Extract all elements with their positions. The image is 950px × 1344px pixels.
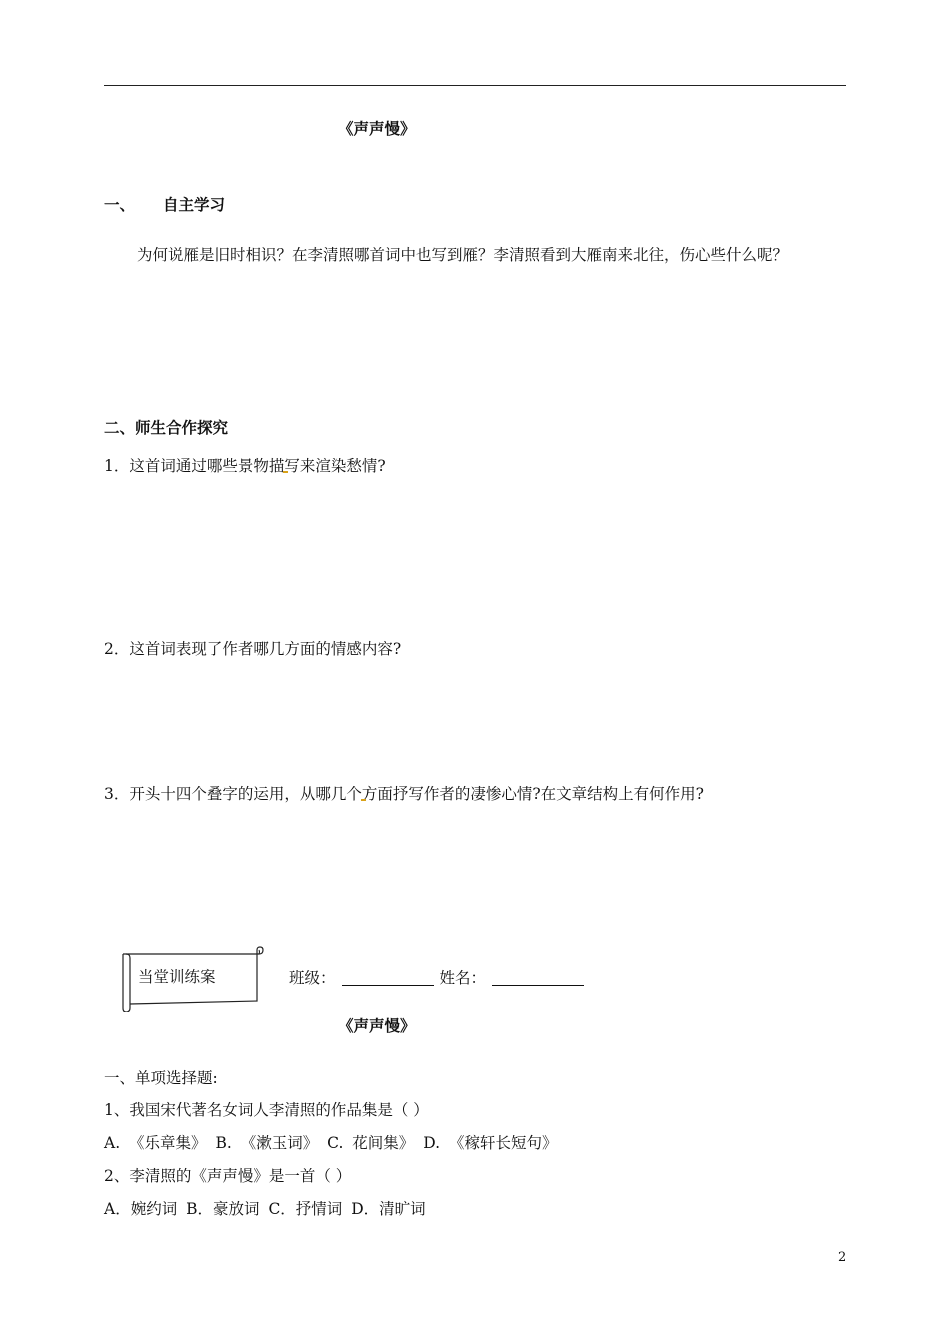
section2-question-1 <box>104 454 386 476</box>
practice-question-2: 2、李清照的《声声慢》是一首（ ） <box>104 1167 352 1185</box>
name-label: 姓名： <box>439 969 487 987</box>
class-field[interactable] <box>342 969 434 986</box>
practice-question-1-options: A. 《乐章集》 B. 《漱玉词》 C. 花间集》 D. 《稼轩长短句》 <box>104 1134 558 1152</box>
section2-heading: 二、师生合作探究 <box>104 418 229 437</box>
q1-part-a: 1．这首词通过哪些景物描 <box>104 457 285 475</box>
q1-part-b: 写来渲染愁情? <box>284 457 386 475</box>
class-label: 班级： <box>289 969 336 987</box>
q3-part-b: 方面抒写作者的凄惨心情?在文章结构上有何作用? <box>361 785 704 803</box>
name-field[interactable] <box>492 969 584 986</box>
practice-question-1: 1、我国宋代著名女词人李清照的作品集是（ ） <box>104 1101 429 1119</box>
header-rule <box>104 85 846 86</box>
class-name-line <box>289 966 590 988</box>
practice-section-heading: 一、单项选择题: <box>104 1069 218 1087</box>
q3-part-a: 3．开头十四个叠字的运用，从哪几个 <box>104 785 362 803</box>
section2-question-3 <box>104 782 704 804</box>
practice-title: 《声声慢》 <box>338 1016 416 1035</box>
practice-question-2-options: A．婉约词 B．豪放词 C．抒情词 D．清旷词 <box>104 1200 426 1218</box>
section2-question-2: 2．这首词表现了作者哪几方面的情感内容? <box>104 640 402 658</box>
section1-question: 为何说雁是旧时相识？在李清照哪首词中也写到雁？李清照看到大雁南来北往，伤心些什么呢？ <box>137 246 789 264</box>
scroll-label: 当堂训练案 <box>138 968 216 986</box>
page-number: 2 <box>838 1250 847 1265</box>
section1-number: 一、 <box>104 195 136 214</box>
page-title: 《声声慢》 <box>338 119 416 138</box>
section1-heading: 自主学习 <box>163 195 226 214</box>
